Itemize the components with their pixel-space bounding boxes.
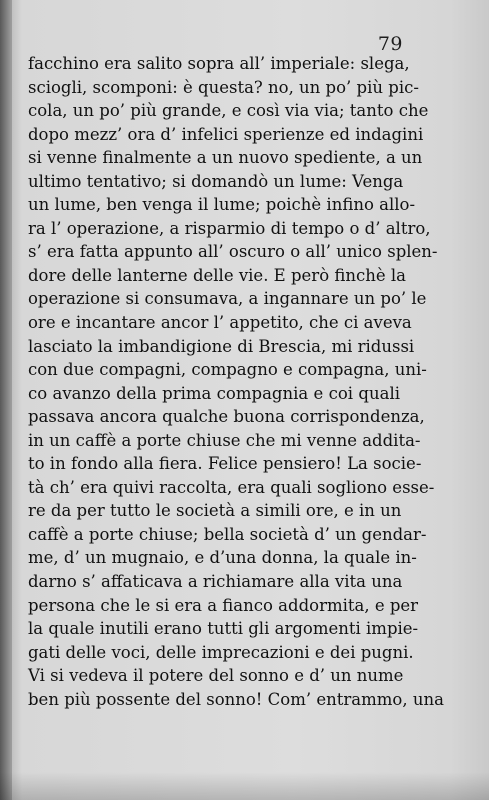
text-line: to in fondo alla fiera. Felice pensiero! La socie- bbox=[28, 454, 422, 474]
text-line: gati delle voci, delle imprecazioni e dei pugni. bbox=[28, 642, 414, 662]
text-line: la quale inutili erano tutti gli argomenti impie- bbox=[28, 619, 419, 639]
text-line: facchino era salito sopra all’ imperiale: slega, bbox=[28, 54, 410, 73]
text-line: darno s’ affaticava a richiamare alla vita una bbox=[28, 572, 403, 592]
text-line: lasciato la imbandigione di Brescia, mi ridussi bbox=[28, 336, 415, 356]
text-line: Vi si vedeva il potere del sonno e d’ un nume bbox=[28, 666, 404, 686]
text-line: re da per tutto le società a simili ore, e in un bbox=[28, 501, 402, 521]
text-line: me, d’ un mugnaio, e d’una donna, la quale in- bbox=[28, 548, 417, 568]
text-line: in un caffè a porte chiuse che mi venne addita- bbox=[28, 430, 421, 450]
text-line: caffè a porte chiuse; bella società d’ un gendar- bbox=[28, 524, 427, 544]
page-number: 79 bbox=[377, 33, 403, 55]
text-line: con due compagni, compagno e compagna, uni- bbox=[28, 360, 427, 380]
text-line: dore delle lanterne delle vie. E però finchè la bbox=[28, 265, 406, 285]
text-line: si venne finalmente a un nuovo spediente, a un bbox=[28, 148, 423, 168]
text-line: ra l’ operazione, a risparmio di tempo o d’ altro, bbox=[28, 218, 431, 238]
text-line: ore e incantare ancor l’ appetito, che ci aveva bbox=[28, 313, 412, 333]
text-line: cola, un po’ più grande, e così via via; tanto che bbox=[28, 101, 429, 121]
text-line: operazione si consumava, a ingannare un po’ le bbox=[28, 289, 427, 309]
page-text bbox=[28, 52, 444, 711]
page-gutter-shadow bbox=[0, 0, 12, 800]
page-bottom-shadow bbox=[0, 772, 489, 800]
text-line: dopo mezz’ ora d’ infelici sperienze ed indagini bbox=[28, 124, 424, 144]
text-line: un lume, ben venga il lume; poichè infino allo- bbox=[28, 195, 416, 215]
text-line: persona che le si era a fianco addormita, e per bbox=[28, 595, 419, 615]
text-line: s’ era fatta appunto all’ oscuro o all’ unico splen- bbox=[28, 242, 438, 262]
text-line: co avanzo della prima compagnia e coi quali bbox=[28, 383, 400, 403]
text-line: ben più possente del sonno! Com’ entrammo, una bbox=[28, 689, 444, 709]
text-line: sciogli, scomponi: è questa? no, un po’ più pic- bbox=[28, 77, 419, 97]
text-line: tà ch’ era quivi raccolta, era quali sogliono esse- bbox=[28, 477, 435, 497]
text-line: ultimo tentativo; si domandò un lume: Venga bbox=[28, 171, 404, 191]
text-line: passava ancora qualche buona corrispondenza, bbox=[28, 407, 425, 427]
